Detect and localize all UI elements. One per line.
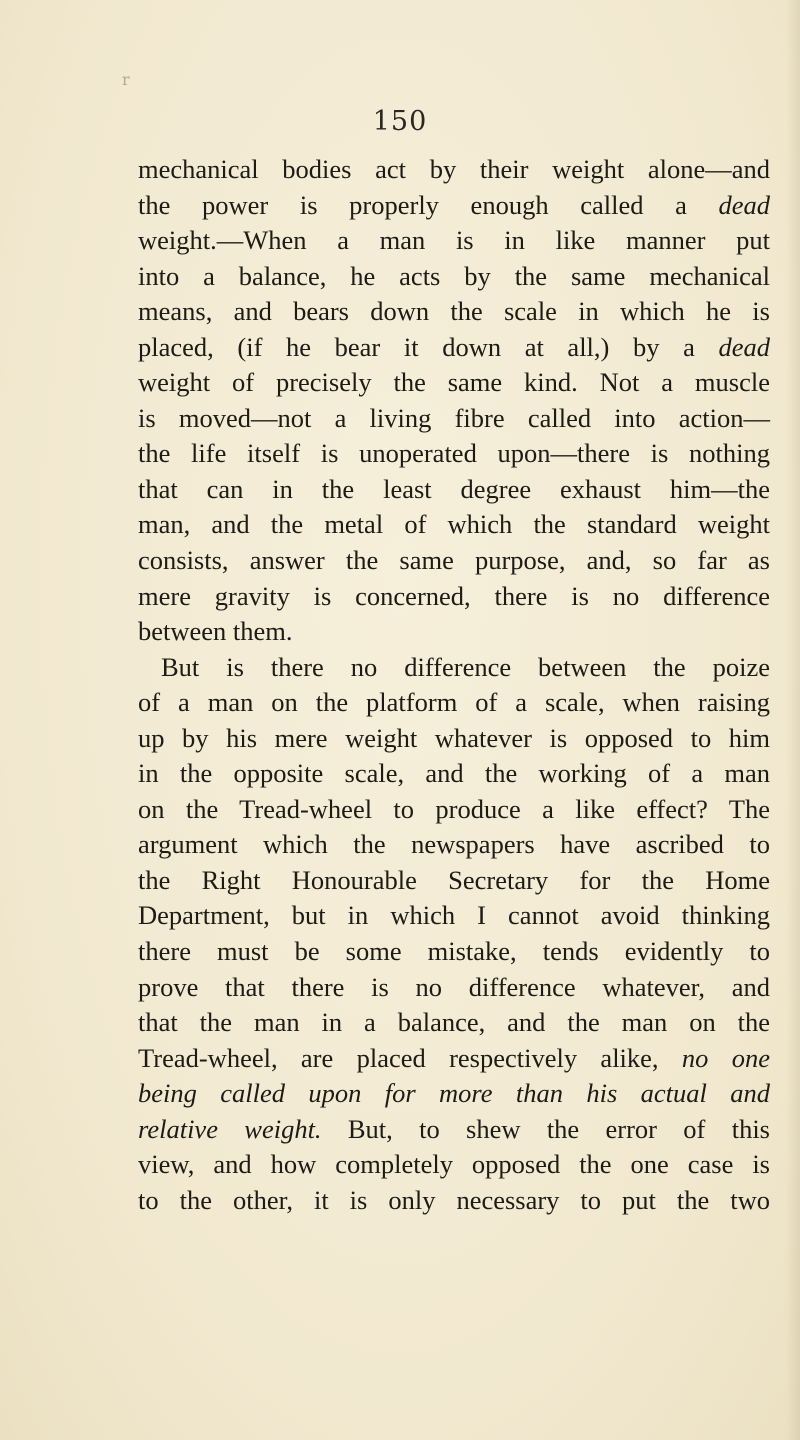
text-line: in the opposite scale, and the working of a man [138, 758, 770, 789]
text-line: relative weight. But, to shew the error of this [138, 1113, 770, 1144]
text-line: being called upon for more than his actual and [138, 1078, 770, 1109]
text-line: But is there no difference between the poize [161, 651, 770, 682]
text-line: Department, but in which I cannot avoid thinking [138, 900, 770, 931]
text-line: up by his mere weight whatever is opposed to him [138, 722, 770, 753]
text-line: man, and the metal of which the standard weight [138, 509, 770, 540]
text-line: mere gravity is concerned, there is no difference [138, 580, 770, 611]
text-line: weight of precisely the same kind. Not a muscle [138, 367, 770, 398]
text-line: argument which the newspapers have ascribed to [138, 829, 770, 860]
text-line: means, and bears down the scale in which he is [138, 296, 770, 327]
text-line: to the other, it is only necessary to put the two [138, 1184, 770, 1215]
page-edge-shadow [786, 0, 800, 1440]
text-line: the life itself is unoperated upon—there is nothing [138, 438, 770, 469]
text-line: prove that there is no difference whatever, and [138, 971, 770, 1002]
text-line: mechanical bodies act by their weight alone—and [138, 154, 770, 184]
stray-mark: r [122, 70, 130, 89]
text-line: that the man in a balance, and the man on the [138, 1007, 770, 1038]
text-line: Tread-wheel, are placed respectively alike, no one [138, 1042, 770, 1073]
text-line: is moved—not a living fibre called into action— [138, 402, 770, 433]
text-line: consists, answer the same purpose, and, so far as [138, 545, 770, 576]
text-line: that can in the least degree exhaust him—the [138, 473, 770, 504]
italic-word: dead [718, 189, 770, 220]
italic-phrase: relative weight. [138, 1113, 322, 1144]
text-line: there must be some mistake, tends evidently to [138, 936, 770, 967]
italic-word: dead [718, 331, 770, 362]
text-line: of a man on the platform of a scale, when raising [138, 687, 770, 718]
text-line: the power is properly enough called a dead [138, 189, 770, 220]
italic-phrase: no one [681, 1042, 770, 1073]
text-line: into a balance, he acts by the same mechanical [138, 260, 770, 291]
text-line: on the Tread-wheel to produce a like effect? The [138, 793, 770, 824]
text-line: weight.—When a man is in like manner put [138, 225, 770, 256]
text-line: placed, (if he bear it down at all,) by a dead [138, 331, 770, 362]
text-line: the Right Honourable Secretary for the Home [138, 864, 770, 895]
page-number: 150 [372, 106, 428, 137]
text-line: view, and how completely opposed the one case is [138, 1149, 770, 1180]
text-line: between them. [138, 616, 293, 647]
body-text [138, 152, 770, 1218]
